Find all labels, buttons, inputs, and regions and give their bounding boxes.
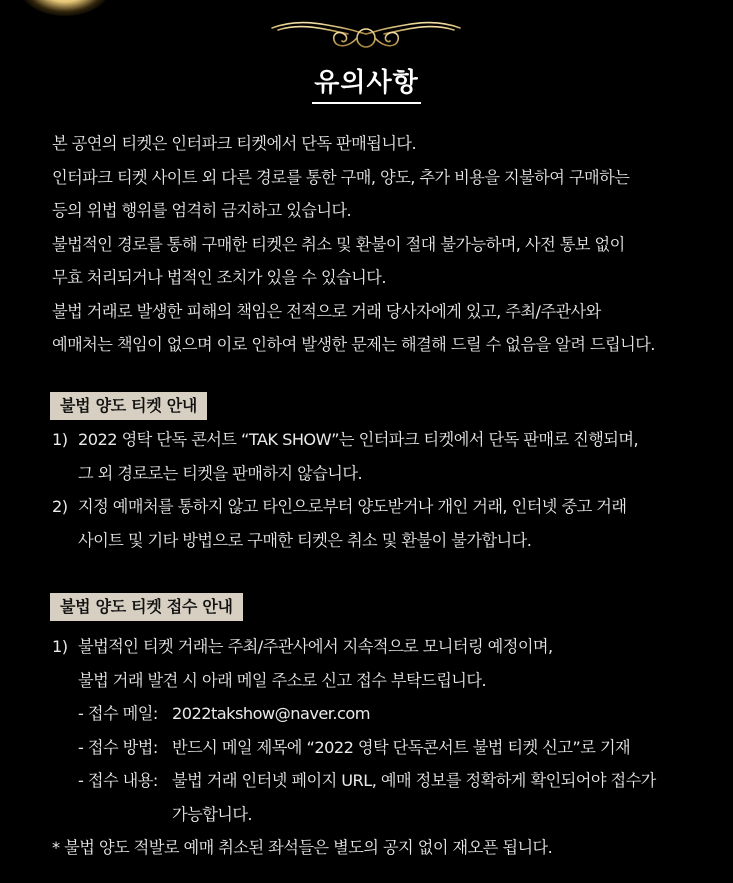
item-number: 1) <box>52 430 68 449</box>
intro-line: 무효 처리되거나 법적인 조치가 있을 수 있습니다. <box>52 268 386 287</box>
item-text: 그 외 경로로는 티켓을 판매하지 않습니다. <box>78 463 363 483</box>
intro-line: 불법적인 경로를 통해 구매한 티켓은 취소 및 환불이 절대 불가능하며, 사전 통보 없이 <box>52 234 625 254</box>
detail-value: 불법 거래 인터넷 페이지 URL, 예매 정보를 정확하게 확인되어야 접수가 <box>172 771 656 790</box>
detail-value: 반드시 메일 제목에 “2022 영탁 단독콘서트 불법 티켓 신고”로 기재 <box>172 737 631 757</box>
list-item <box>52 490 722 524</box>
item-text: 2022 영탁 단독 콘서트 “TAK SHOW”는 인터파크 티켓에서 단독 판매로 진행되며, <box>78 430 639 449</box>
footnote <box>52 831 722 865</box>
intro-line: 본 공연의 티켓은 인터파크 티켓에서 단독 판매됩니다. <box>52 134 417 153</box>
item-text: 사이트 및 기타 방법으로 구매한 티켓은 취소 및 환불이 불가합니다. <box>78 530 532 550</box>
report-email: 2022takshow@naver.com <box>172 704 370 723</box>
intro-line: 불법 거래로 발생한 피해의 책임은 전적으로 거래 당사자에게 있고, 주최/주관사와 <box>52 301 601 321</box>
section-heading-report: 불법 양도 티켓 접수 안내 <box>50 593 243 621</box>
detail-content <box>52 764 722 798</box>
detail-value: 가능합니다. <box>172 804 253 824</box>
report-list <box>52 630 722 865</box>
page-title: 유의사항 <box>0 62 733 104</box>
item-text: 불법적인 티켓 거래는 주최/주관사에서 지속적으로 모니터링 예정이며, <box>78 637 553 656</box>
footnote-text: * 불법 양도 적발로 예매 취소된 좌석들은 별도의 공지 없이 재오픈 됩니다. <box>52 838 553 857</box>
detail-label: - 접수 내용: <box>78 771 158 790</box>
item-text: 불법 거래 발견 시 아래 메일 주소로 신고 접수 부탁드립니다. <box>78 670 487 690</box>
list-item <box>52 630 722 664</box>
ornament-icon <box>268 14 464 56</box>
detail-label: - 접수 방법: <box>78 737 158 757</box>
item-number: 2) <box>52 497 68 516</box>
detail-email <box>52 697 722 731</box>
intro-line: 인터파크 티켓 사이트 외 다른 경로를 통한 구매, 양도, 추가 비용을 지불하여 구매하는 <box>52 167 630 187</box>
illegal-transfer-list <box>52 423 722 557</box>
list-item-continued <box>52 664 722 698</box>
list-item <box>52 423 722 457</box>
list-item-continued <box>52 524 722 558</box>
item-text: 지정 예매처를 통하지 않고 타인으로부터 양도받거나 개인 거래, 인터넷 중고 거래 <box>78 497 627 516</box>
intro-line: 예매처는 책임이 없으며 이로 인하여 발생한 문제는 해결해 드릴 수 없음을 알려 드립니다. <box>52 335 655 354</box>
list-item-continued <box>52 457 722 491</box>
intro-paragraph <box>52 127 712 362</box>
item-number: 1) <box>52 637 68 656</box>
decorative-glow <box>20 0 110 16</box>
detail-content-continued <box>52 798 722 832</box>
intro-line: 등의 위법 행위를 엄격히 금지하고 있습니다. <box>52 201 352 220</box>
detail-method <box>52 731 722 765</box>
detail-label: - 접수 메일: <box>78 704 158 723</box>
section-heading-illegal-transfer: 불법 양도 티켓 안내 <box>50 392 207 420</box>
